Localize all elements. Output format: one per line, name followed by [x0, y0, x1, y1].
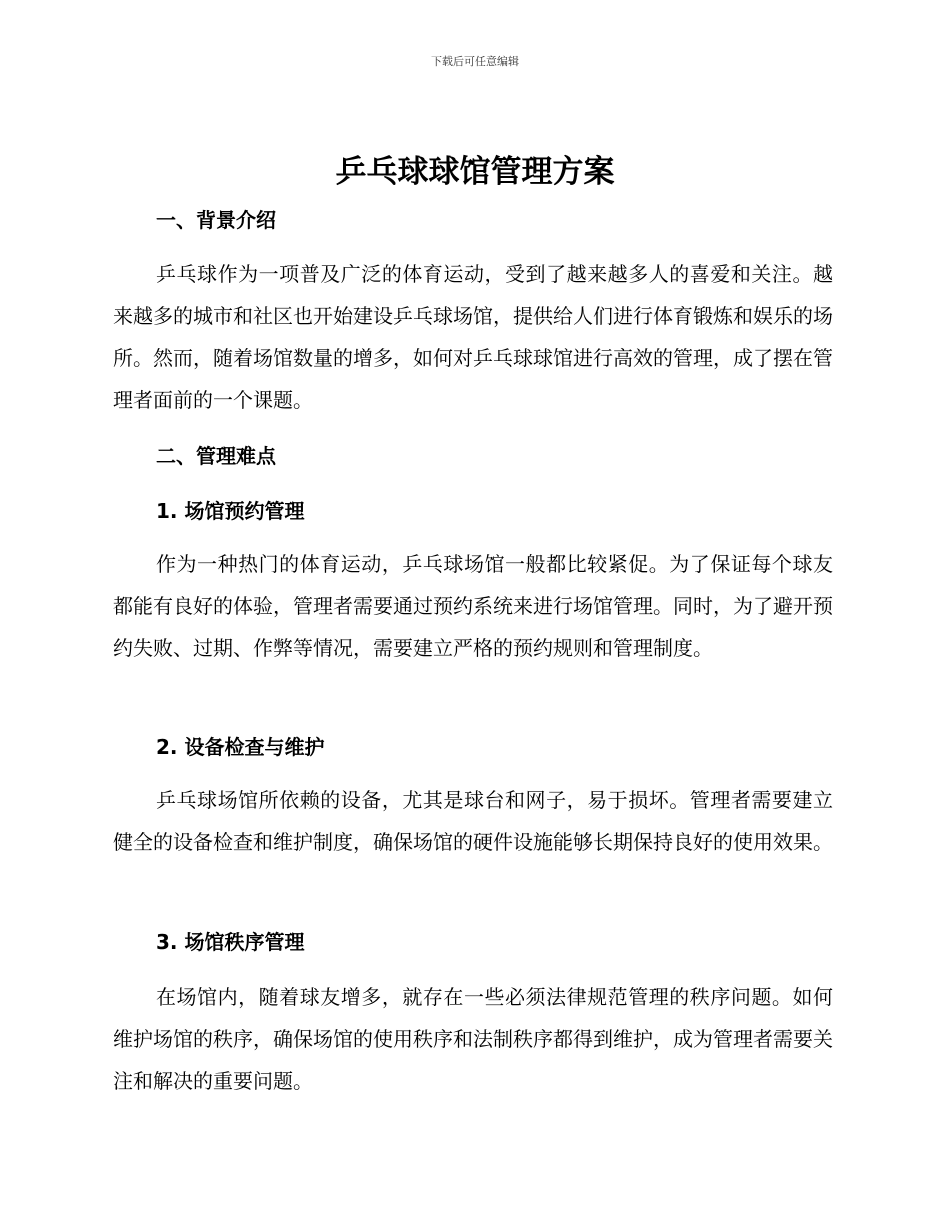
section-heading-difficulties: 二、管理难点: [156, 444, 276, 468]
paragraph-booking-management: 作为一种热门的体育运动，乒乓球场馆一般都比较紧促。为了保证每个球友都能有良好的体验，管理者需要通过预约系统来进行场馆管理。同时，为了避开预约失败、过期、作弊等情况，需要建立严格的预约规则和管理制度。: [113, 552, 833, 660]
paragraph-equipment-maintenance: 乒乓球场馆所依赖的设备，尤其是球台和网子，易于损坏。管理者需要建立健全的设备检查和维护制度，确保场馆的硬件设施能够长期保持良好的使用效果。: [113, 788, 833, 854]
subheading-equipment-maintenance: 2. 设备检查与维护: [156, 735, 325, 759]
subheading-booking-management: 1. 场馆预约管理: [156, 499, 305, 523]
section-heading-background: 一、背景介绍: [156, 208, 276, 232]
subheading-order-management: 3. 场馆秩序管理: [156, 930, 305, 954]
header-note: 下载后可任意编辑: [431, 55, 519, 68]
paragraph-order-management: 在场馆内，随着球友增多，就存在一些必须法律规范管理的秩序问题。如何维护场馆的秩序，确保场馆的使用秩序和法制秩序都得到维护，成为管理者需要关注和解决的重要问题。: [113, 985, 833, 1093]
paragraph-background: 乒乓球作为一项普及广泛的体育运动，受到了越来越多人的喜爱和关注。越来越多的城市和社区也开始建设乒乓球场馆，提供给人们进行体育锻炼和娱乐的场所。然而，随着场馆数量的增多，如何对乒乓球球馆进行高效的管理，成了摆在管理者面前的一个课题。: [113, 262, 833, 412]
document-title: 乒乓球球馆管理方案: [335, 154, 615, 190]
